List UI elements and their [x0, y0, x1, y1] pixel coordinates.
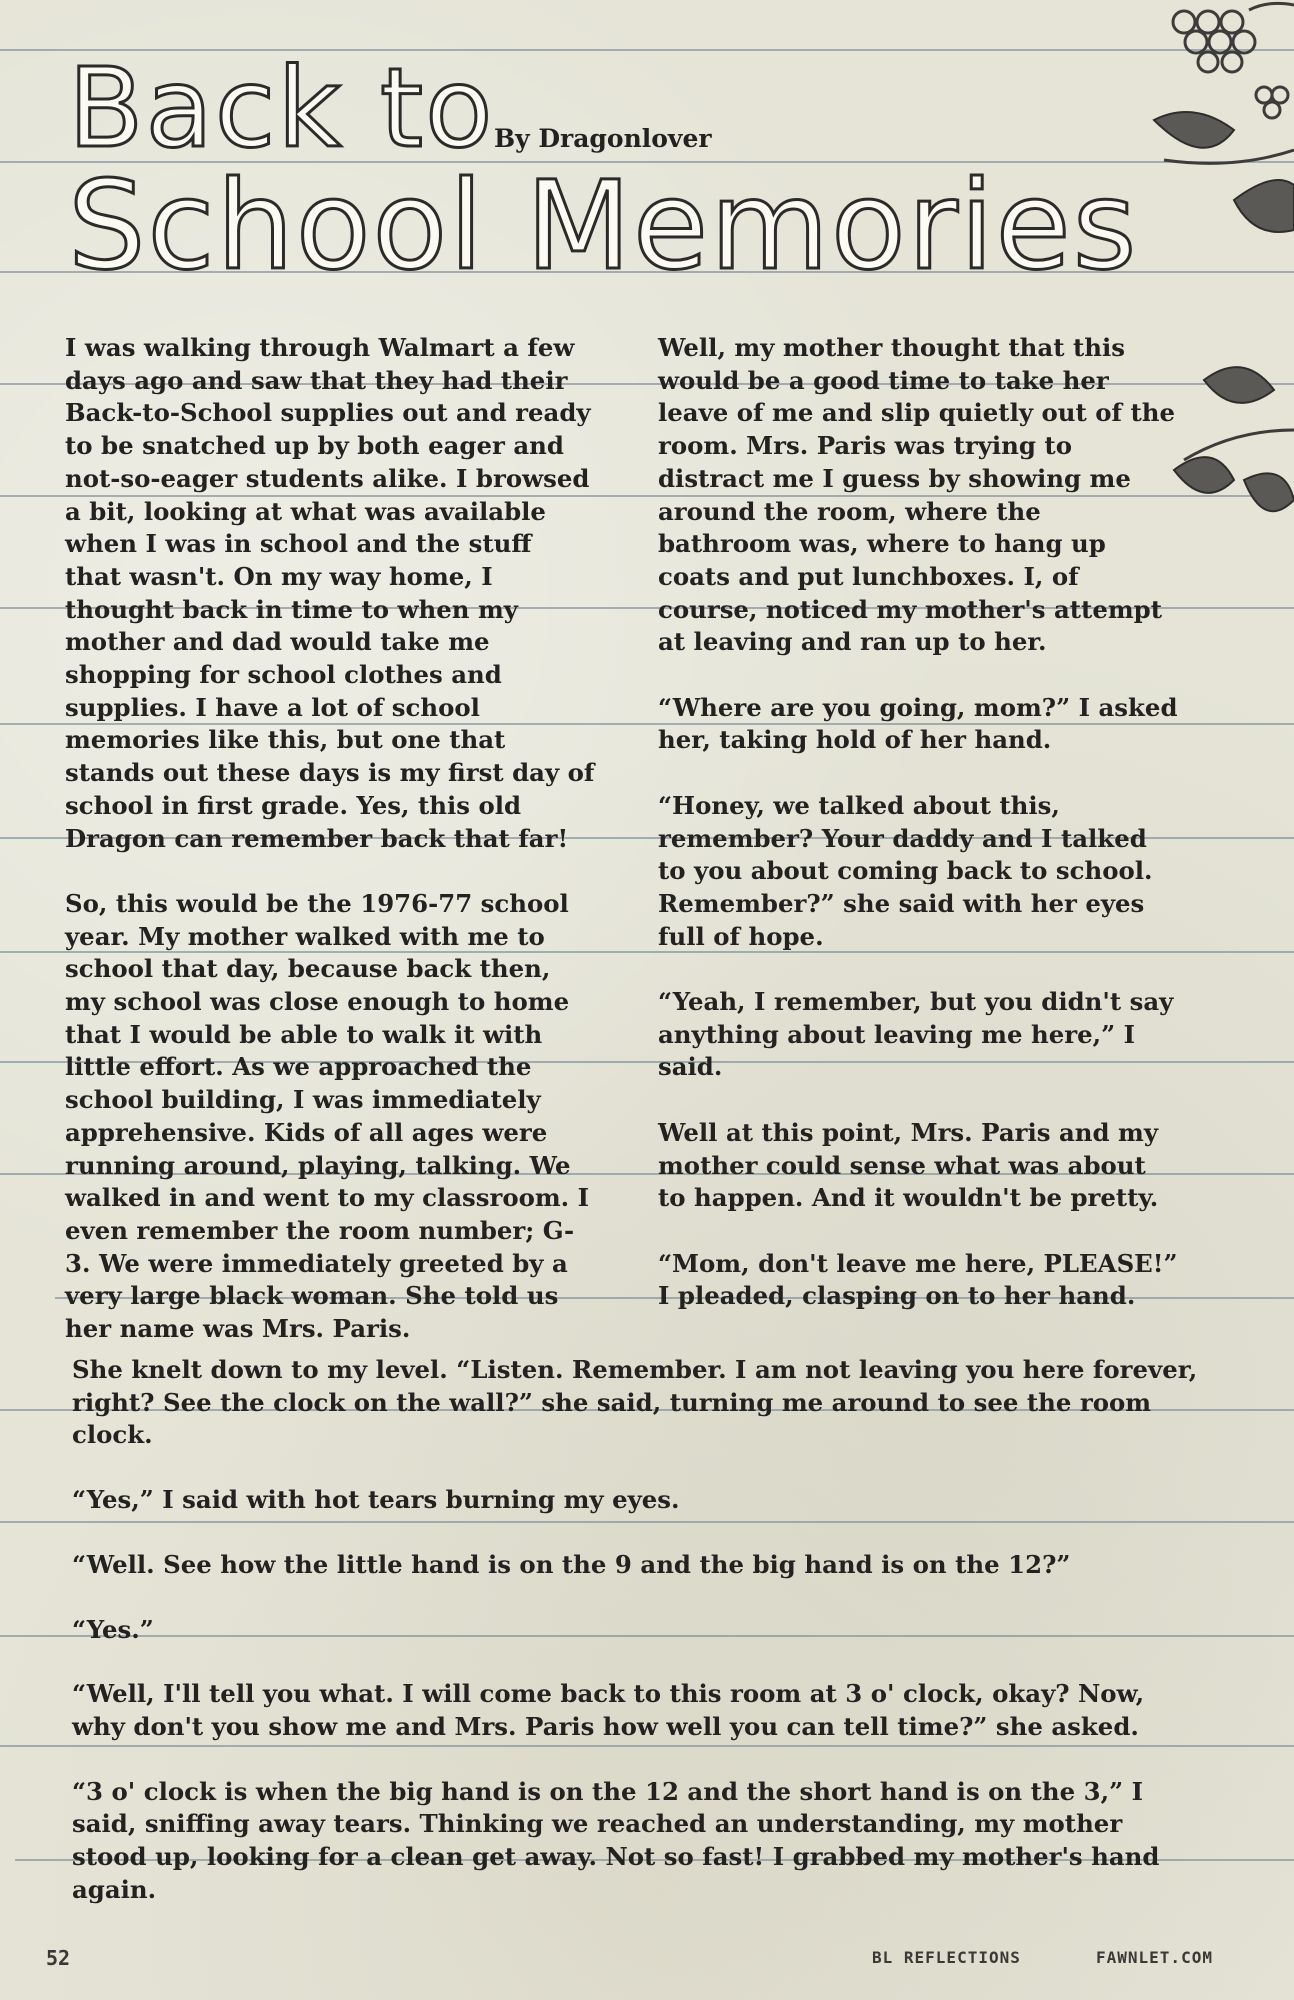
magazine-name: BL REFLECTIONS	[872, 1948, 1021, 1967]
paragraph: “Yes.”	[72, 1614, 154, 1644]
paragraph: “Yes,” I said with hot tears burning my eyes.	[72, 1485, 680, 1515]
full-width-text	[72, 1354, 1202, 1938]
paragraph: Well, my mother thought that this would be a good time to take her leave of me and slip quietly out of the room. Mrs. Paris was trying to distract me I guess by showing me around the room, where the bathroom was, where to hang up coats and put lunchboxes. I, of course, noticed my mother's attempt at leaving and ran up to her.	[658, 333, 1176, 657]
paragraph: I was walking through Walmart a few days ago and saw that they had their Back-to-School supplies out and ready to be snatched up by both eager and not-so-eager students alike. I browsed a bit, looking at what was available when I was in school and the stuff that wasn't. On my way home, I thought back in time to when my mother and dad would take me shopping for school clothes and supplies. I have a lot of school memories like this, but one that stands out these days is my first day of school in first grade. Yes, this old Dragon can remember back that far!	[65, 333, 595, 853]
paragraph: She knelt down to my level. “Listen. Remember. I am not leaving you here forever, right? See the clock on the wall?” she said, turning me around to see the room clock.	[72, 1355, 1198, 1450]
paragraph: Well at this point, Mrs. Paris and my mother could sense what was about to happen. And it wouldn't be pretty.	[658, 1117, 1159, 1213]
page-number: 52	[46, 1946, 71, 1970]
paragraph: So, this would be the 1976-77 school year. My mother walked with me to school that day, because back then, my school was close enough to home that I would be able to walk it with little effort. As we approached the school building, I was immediately apprehensive. Kids of all ages were running around, playing, talking. We walked in and went to my classroom. I even remember the room number; G-3. We were immediately greeted by a very large black woman. She told us her name was Mrs. Paris.	[65, 888, 590, 1344]
right-column	[658, 332, 1178, 1346]
paragraph: “Honey, we talked about this, remember? Your daddy and I talked to you about coming back to school. Remember?” she said with her eyes full of hope.	[658, 790, 1153, 951]
paragraph: “3 o' clock is when the big hand is on the 12 and the short hand is on the 3,” I said, sniffing away tears. Thinking we reached an understanding, my mother stood up, looking for a clean get away. Not so fast! I grabbed my mother's hand again.	[72, 1776, 1160, 1904]
left-column	[65, 332, 595, 1378]
paragraph: “Yeah, I remember, but you didn't say anything about leaving me here,” I said.	[658, 987, 1174, 1082]
paragraph: “Where are you going, mom?” I asked her, taking hold of her hand.	[658, 692, 1178, 755]
paragraph: “Well, I'll tell you what. I will come back to this room at 3 o' clock, okay? Now, why don't you show me and Mrs. Paris how well you can tell time?” she asked.	[72, 1679, 1145, 1741]
site-name: FAWNLET.COM	[1096, 1948, 1213, 1967]
grape-cluster-icon	[1173, 3, 1294, 118]
title-line-2: School Memories	[68, 155, 1139, 297]
byline: By Dragonlover	[494, 124, 712, 153]
title-line-1: Back to	[68, 44, 495, 172]
paragraph: “Well. See how the little hand is on the 9 and the big hand is on the 12?”	[72, 1549, 1071, 1579]
paragraph: “Mom, don't leave me here, PLEASE!” I pleaded, clasping on to her hand.	[658, 1248, 1178, 1311]
